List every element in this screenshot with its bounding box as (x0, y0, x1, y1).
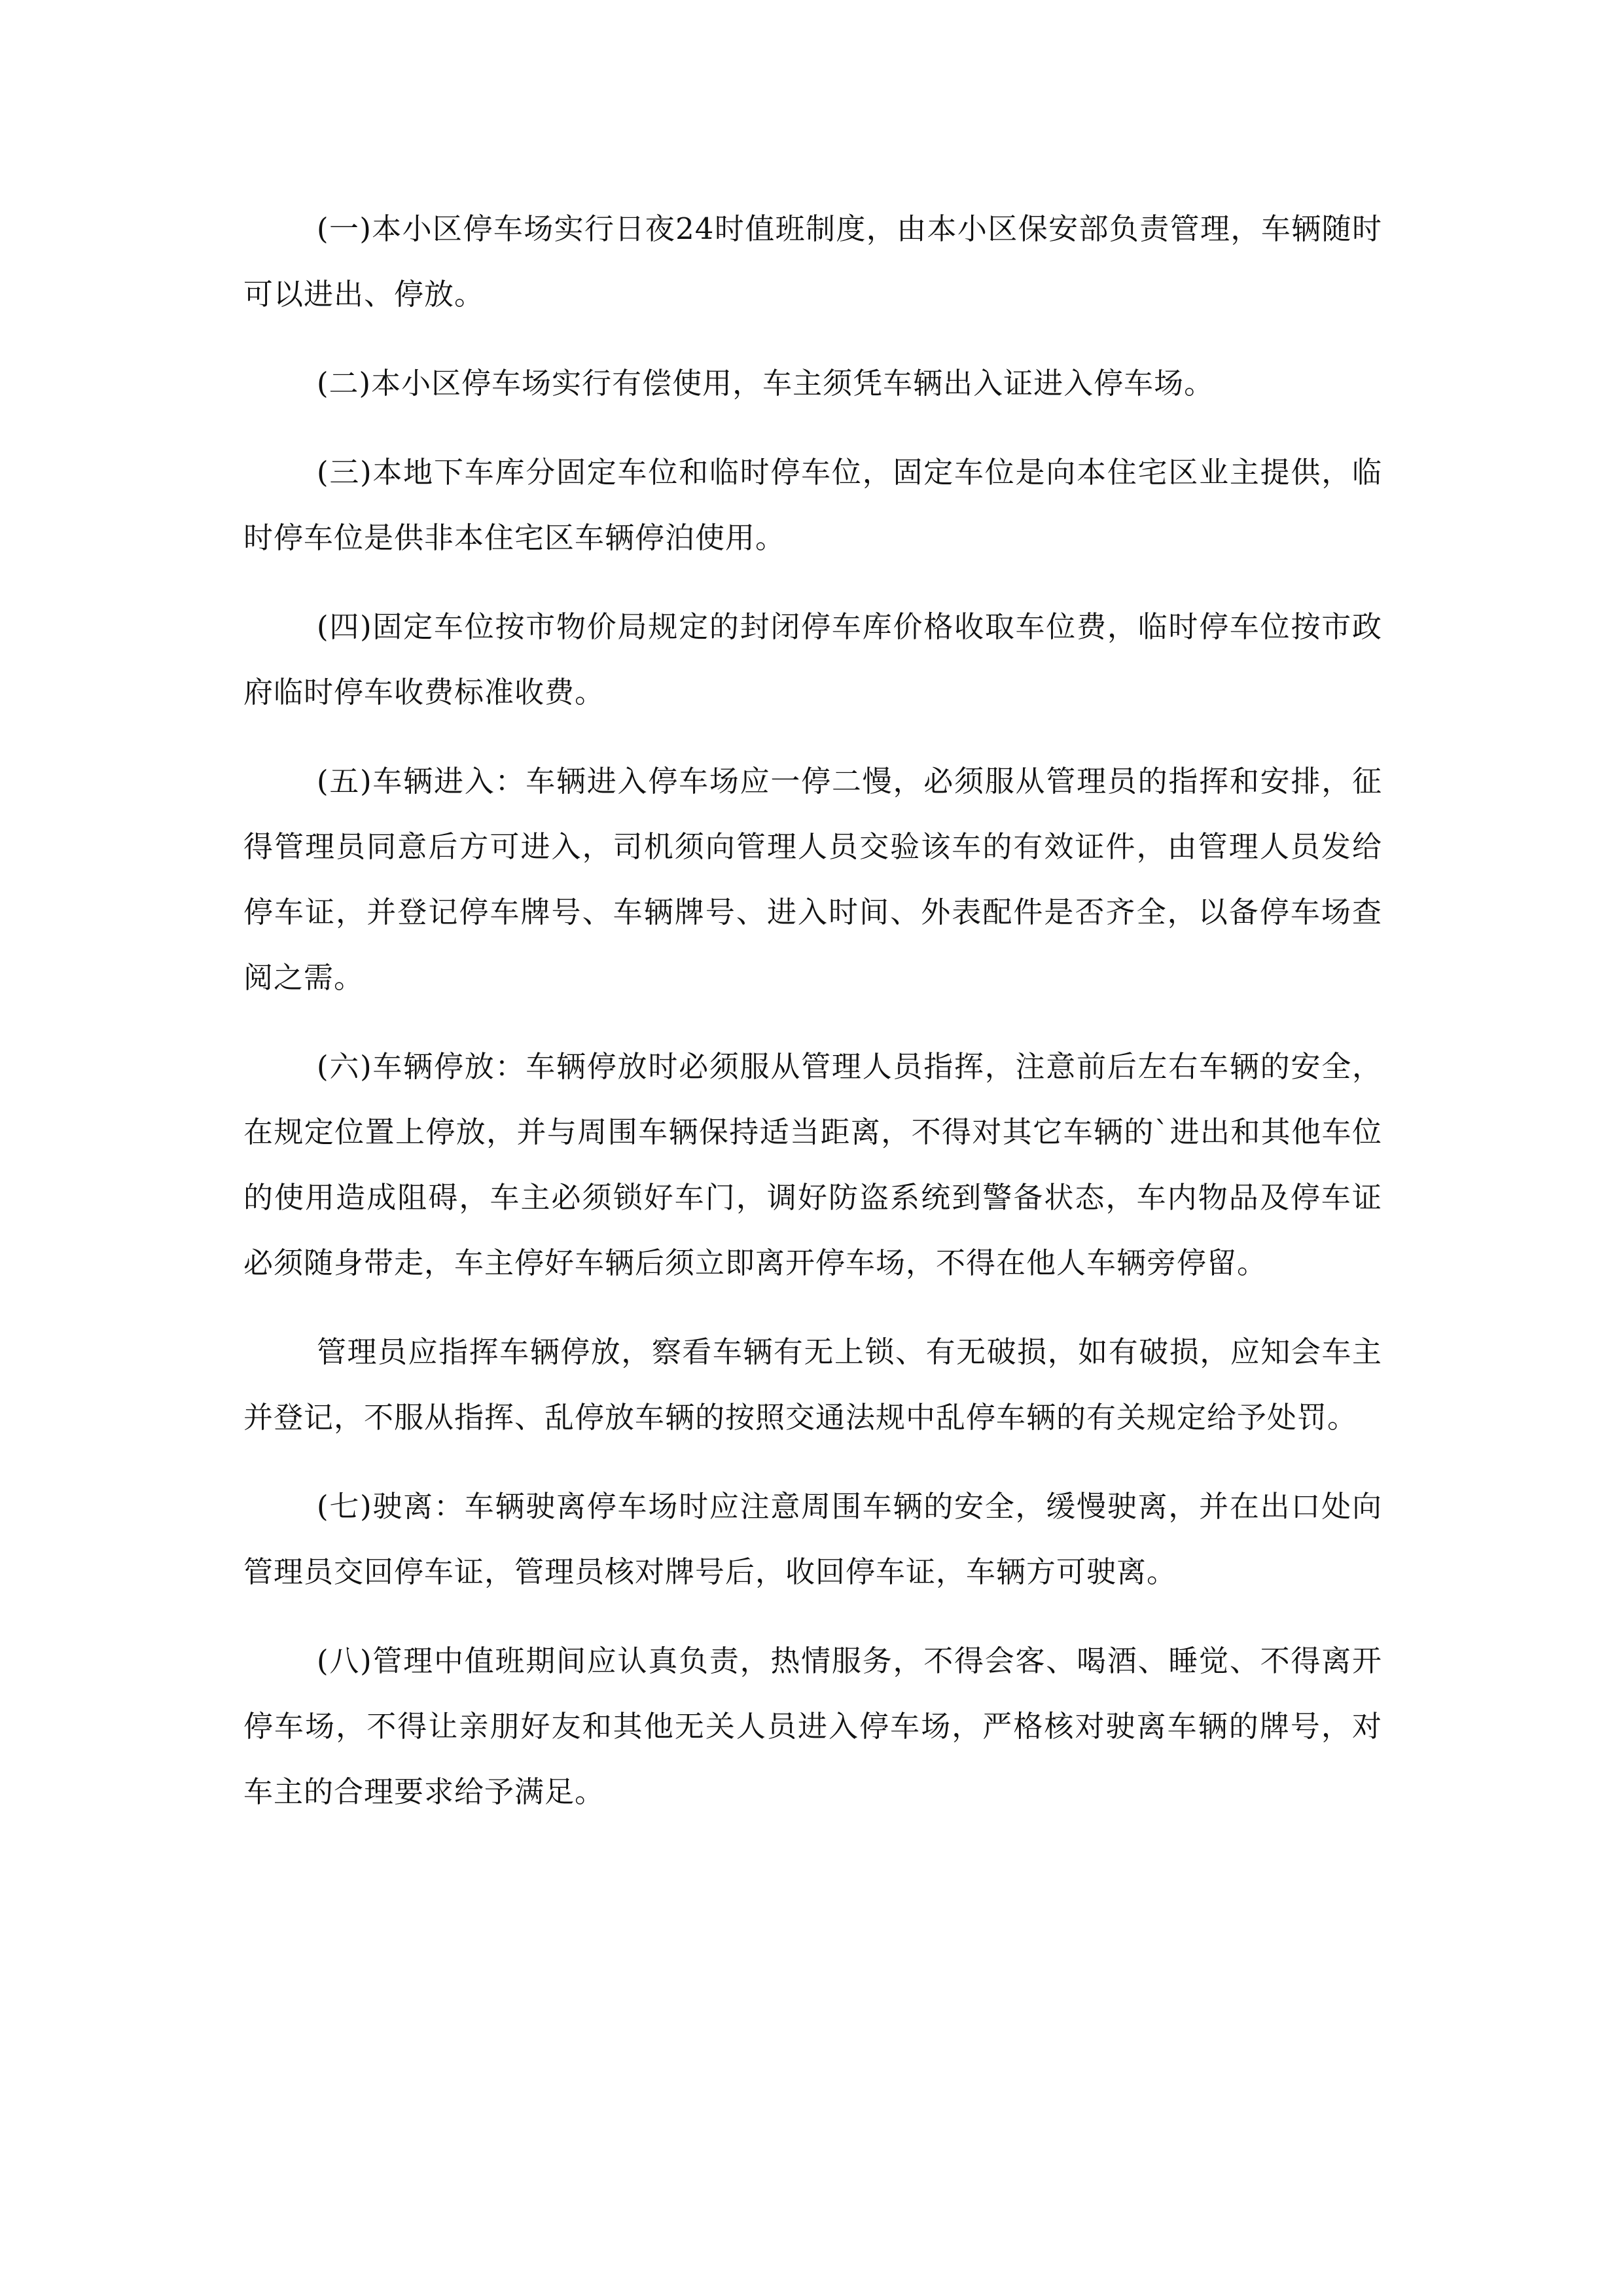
paragraph-1: (一)本小区停车场实行日夜24时值班制度，由本小区保安部负责管理，车辆随时可以进出、停放。 (243, 211, 1382, 312)
paragraph-8: (七)驶离：车辆驶离停车场时应注意周围车辆的安全，缓慢驶离，并在出口处向管理员交回停车证，管理员核对牌号后，收回停车证，车辆方可驶离。 (243, 1489, 1382, 1589)
paragraph-7: 管理员应指挥车辆停放，察看车辆有无上锁、有无破损，如有破损，应知会车主并登记，不服从指挥、乱停放车辆的按照交通法规中乱停车辆的有关规定给予处罚。 (243, 1335, 1382, 1435)
paragraph-2: (二)本小区停车场实行有偿使用，车主须凭车辆出入证进入停车场。 (317, 366, 1215, 401)
document-body (243, 196, 1382, 1848)
paragraph-9: (八)管理中值班期间应认真负责，热情服务，不得会客、喝酒、睡觉、不得离开停车场，不得让亲朋好友和其他无关人员进入停车场，严格核对驶离车辆的牌号，对车主的合理要求给予满足。 (243, 1643, 1382, 1809)
paragraph-3: (三)本地下车库分固定车位和临时停车位，固定车位是向本住宅区业主提供，临时停车位是供非本住宅区车辆停泊使用。 (243, 455, 1382, 555)
paragraph-6: (六)车辆停放：车辆停放时必须服从管理人员指挥，注意前后左右车辆的安全，在规定位置上停放，并与周围车辆保持适当距离，不得对其它车辆的`进出和其他车位的使用造成阻碍，车主必须锁好车门，调好防盗系统到警备状态，车内物品及停车证必须随身带走，车主停好车辆后须立即离开停车场，不得在他人车辆旁停留。 (243, 1049, 1382, 1280)
paragraph-5: (五)车辆进入：车辆进入停车场应一停二慢，必须服从管理员的指挥和安排，征得管理员同意后方可进入，司机须向管理人员交验该车的有效证件，由管理人员发给停车证，并登记停车牌号、车辆牌号、进入时间、外表配件是否齐全，以备停车场查阅之需。 (243, 764, 1382, 995)
paragraph-4: (四)固定车位按市物价局规定的封闭停车库价格收取车位费，临时停车位按市政府临时停车收费标准收费。 (243, 609, 1382, 709)
